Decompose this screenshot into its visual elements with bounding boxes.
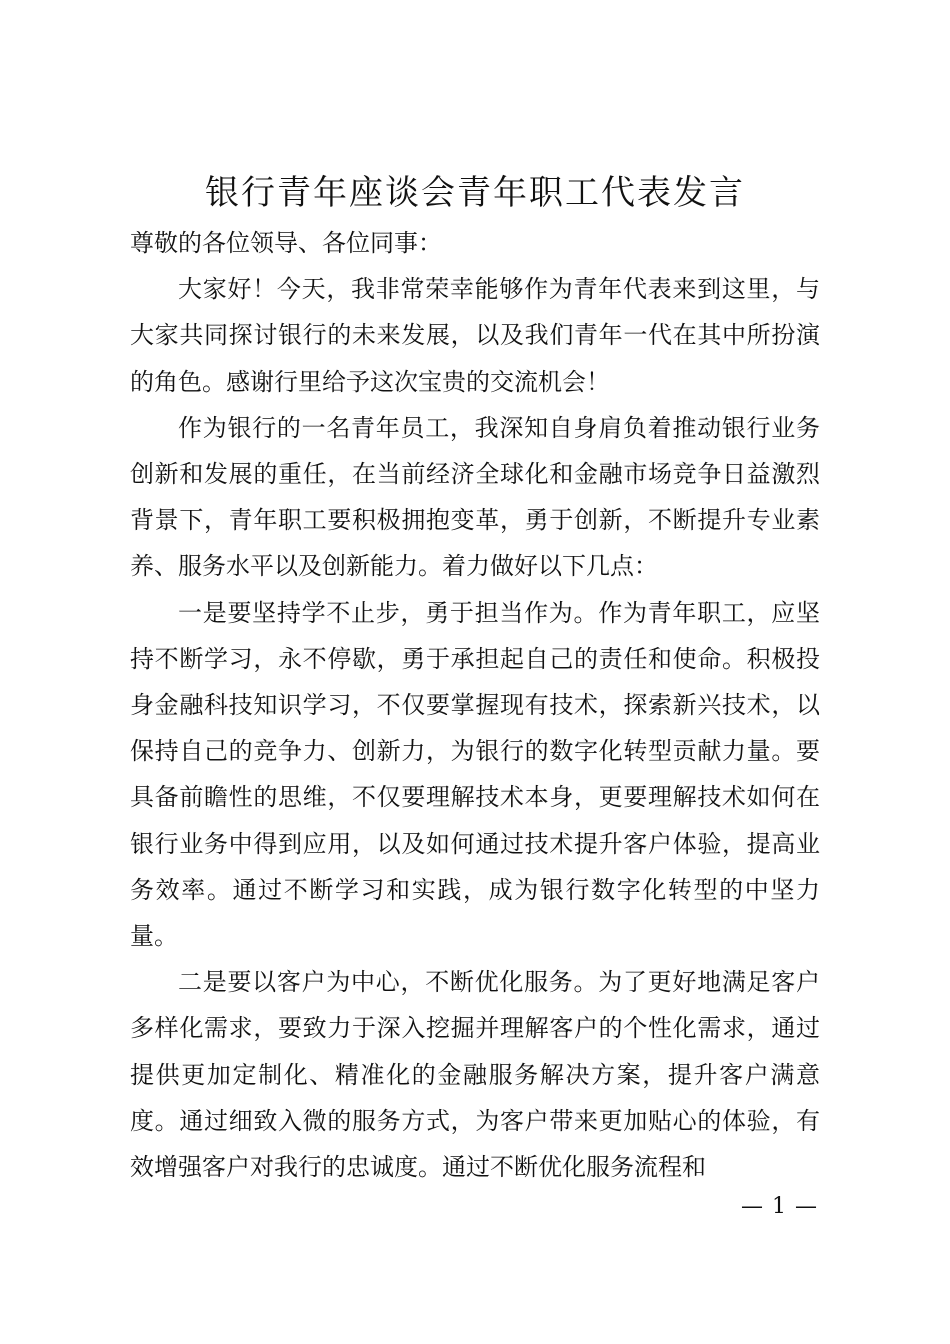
salutation: 尊敬的各位领导、各位同事：	[130, 229, 442, 257]
paragraph-point-two: 二是要以客户为中心，不断优化服务。为了更好地满足客户多样化需求，要致力于深入挖掘并理解客户的个性化需求，通过提供更加定制化、精准化的金融服务解决方案，提升客户满意度。通过细致入微的服务方式，为客户带来更加贴心的体验，有效增强客户对我行的忠诚度。通过不断优化服务流程和	[130, 968, 820, 1182]
document-body	[130, 220, 820, 1190]
page-number: — 1 —	[741, 1194, 818, 1219]
document-title: 银行青年座谈会青年职工代表发言	[205, 173, 745, 213]
paragraph-point-one: 一是要坚持学不止步，勇于担当作为。作为青年职工，应坚持不断学习，永不停歇，勇于承担起自己的责任和使命。积极投身金融科技知识学习，不仅要掌握现有技术，探索新兴技术，以保持自己的竞争力、创新力，为银行的数字化转型贡献力量。要具备前瞻性的思维，不仅要理解技术本身，更要理解技术如何在银行业务中得到应用，以及如何通过技术提升客户体验，提高业务效率。通过不断学习和实践，成为银行数字化转型的中坚力量。	[130, 598, 820, 951]
paragraph-responsibility: 作为银行的一名青年员工，我深知自身肩负着推动银行业务创新和发展的重任，在当前经济全球化和金融市场竞争日益激烈背景下，青年职工要积极拥抱变革，勇于创新，不断提升专业素养、服务水平以及创新能力。着力做好以下几点：	[130, 413, 820, 581]
paragraph-greeting: 大家好！今天，我非常荣幸能够作为青年代表来到这里，与大家共同探讨银行的未来发展，以及我们青年一代在其中所扮演的角色。感谢行里给予这次宝贵的交流机会！	[130, 275, 820, 396]
